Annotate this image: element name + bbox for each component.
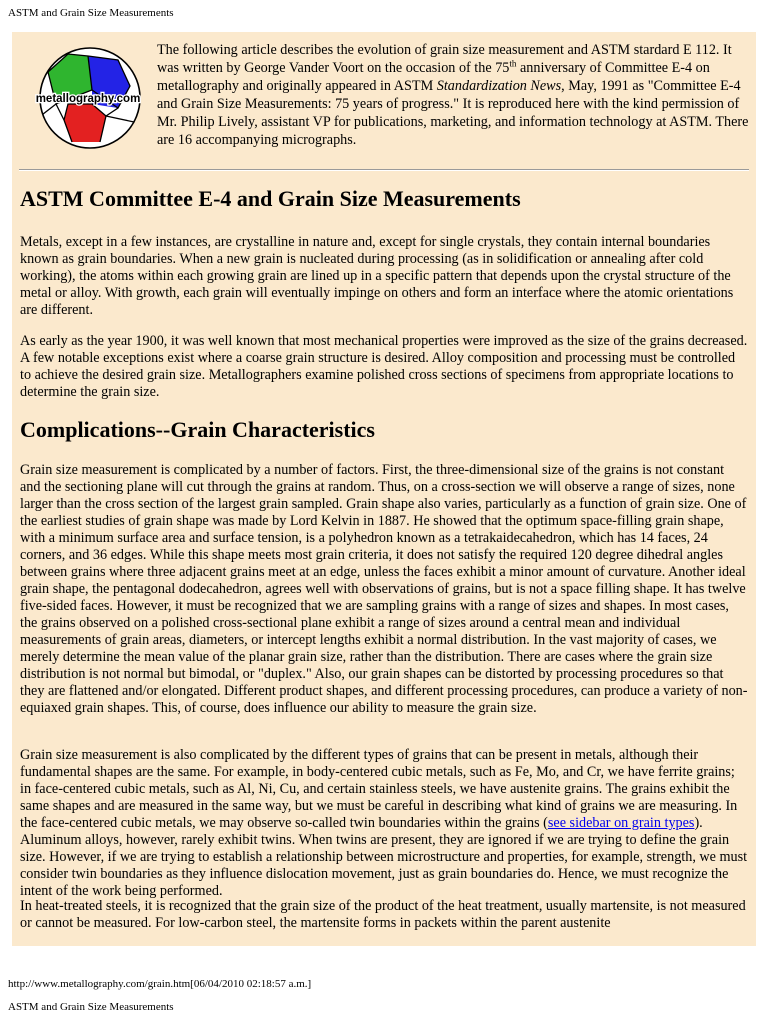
article-title: ASTM Committee E-4 and Grain Size Measurements xyxy=(20,186,521,211)
intro-superscript: th xyxy=(509,58,517,69)
metallography-logo-icon[interactable] xyxy=(26,42,150,154)
footer-url: http://www.metallography.com/grain.htm[06/04/2010 02:18:57 a.m.] xyxy=(8,978,312,990)
paragraph-heat-treated: In heat-treated steels, it is recognized that the grain size of the product of the heat treatment, usually martensite, is not measured or cannot be measured. For low-carbon steel, the martensite forms in packets within the parent austenite xyxy=(20,898,746,931)
horizontal-divider xyxy=(19,169,749,171)
intro-italic-publication: Standardization News xyxy=(436,78,562,94)
paragraph-complications: Grain size measurement is complicated by a number of factors. First, the three-dimensional size of the grains is not constant and the sectioning plane will cut through the grains at random. Thus, on a cross-section we will observe a range of sizes, none larger than the cross section of the largest grain sampled. Grain shape also varies, particularly as a function of grain size. One of the earliest studies of grain shape was made by Lord Kelvin in 1887. He showed that the optimum space-filling grain shape, with a minimum surface area and surface tension, is a polyhedron known as a tetrakaidecahedron, which has 14 faces, 24 corners, and 36 edges. While this shape meets most grain criteria, it does not satisfy the required 120 degree dihedral angles between grains where three adjacent grains meet at an edge, unless the faces exhibit a minor amount of curvature. Another ideal grain shape, the pentagonal dodecahedron, agrees well with observations of grains, but is not a space filling shape. It has twelve five-sided faces. However, it must be recognized that we are sampling grains with a range of sizes and shapes. In most cases, the grains observed on a polished cross-sectional plane exhibit a range of sizes around a central mean and individual measurements of grain areas, diameters, or intercept lengths exhibit a normal distribution. In the vast majority of cases, we merely determine the mean value of the planar grain size, rather than the distribution. There are cases where the grain size distribution is not normal but bimodal, or "duplex." Also, our grain shapes can be distorted by processing procedures so that they are flattened and/or elongated. Different product shapes, and different processing procedures, can produce a variety of non-equiaxed grain shapes. This, of course, does influence our ability to measure the grain size. xyxy=(20,462,748,716)
grain-types-text-before: Grain size measurement is also complicated by the different types of grains that can be present in metals, although their fundamental shapes are the same. For example, in body-centered cubic metals, such as Fe, Mo, and Cr, we have ferrite grains; in face-centered cubic metals, such as Al, Ni, Cu, and certain stainless steels, we have austenite grains. The grains exhibit the same shapes and are measured in the same way, but we must be careful in describing what kind of grains we are measuring. In the face-centered cubic metals, we may observe so-called twin boundaries within the grains ( xyxy=(20,747,738,831)
paragraph-grain-types xyxy=(20,747,748,900)
intro-text-part-3: , May, 1991 as "Committee E-4 and Grain Size Measurements: 75 years of progress." It is reproduced here with the kind permission of Mr. Philip Lively, assistant VP for publications, marketing, and information technology at ASTM. There are 16 accompanying micrographs. xyxy=(157,78,749,148)
sidebar-grain-types-link[interactable]: see sidebar on grain types xyxy=(547,815,695,831)
intro-paragraph xyxy=(157,41,751,149)
section-heading: Complications--Grain Characteristics xyxy=(20,417,375,442)
intro-block xyxy=(12,32,756,162)
paragraph-history: As early as the year 1900, it was well known that most mechanical properties were improved as the size of the grains decreased. A few notable exceptions exist where a coarse grain structure is desired. Alloy composition and processing must be controlled to achieve the desired grain size. Metallographers examine polished cross sections of specimens from appropriate locations to determine the grain size. xyxy=(20,333,748,400)
logo-text: metallography.com xyxy=(35,93,141,105)
article-panel xyxy=(12,32,756,946)
intro-text-part-1: The following article describes the evolution of grain size measurement and ASTM stardard E 112. It was written by George Vander Voort on the occasion of the 75 xyxy=(157,42,732,76)
footer-page-title: ASTM and Grain Size Measurements xyxy=(8,1001,174,1013)
page-header-title: ASTM and Grain Size Measurements xyxy=(8,7,174,19)
paragraph-crystalline: Metals, except in a few instances, are crystalline in nature and, except for single crystals, they contain internal boundaries known as grain boundaries. When a new grain is nucleated during processing (as in solidification or annealing after cold working), the atoms within each growing grain are lined up in a specific pattern that depends upon the crystal structure of the metal or alloy. With growth, each grain will eventually impinge on others and form an interface where the atomic orientations are different. xyxy=(20,234,734,318)
grain-types-text-after: ). Aluminum alloys, however, rarely exhibit twins. When twins are present, they are ignored if we are trying to define the grain size. However, if we are trying to establish a relationship between microstructure and properties, for example, strength, we must consider twin boundaries as they influence dislocation movement, just as grain boundaries do. Hence, we must recognize the intent of the work being performed. xyxy=(20,815,748,899)
intro-text-part-2: anniversary of Committee E-4 on metallography and originally appeared in ASTM xyxy=(157,60,710,94)
